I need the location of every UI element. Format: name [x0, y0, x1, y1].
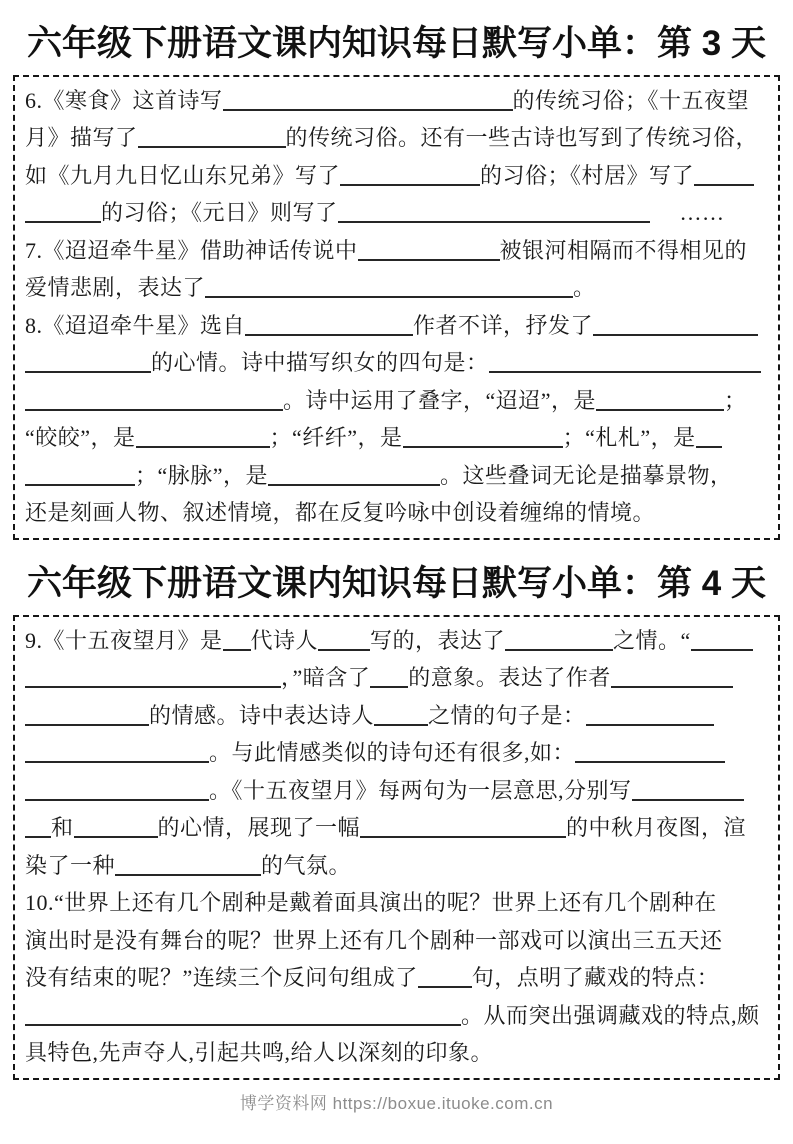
worksheet-line: [25, 307, 768, 345]
line-text: 之情。“: [613, 627, 691, 653]
blank-field: [575, 757, 725, 763]
blank-field: [358, 255, 500, 261]
blank-field: [691, 645, 753, 651]
blank-field: [593, 330, 758, 336]
line-text: 。从而突出强调藏戏的特点,颇: [461, 1002, 760, 1028]
blank-field: [418, 982, 472, 988]
line-text: 没有结束的呢？”连续三个反问句组成了: [25, 965, 418, 991]
line-text: 6.《寒食》这首诗写: [25, 87, 223, 113]
line-text: 。与此情感类似的诗句还有很多,如：: [209, 740, 576, 766]
blank-field: [136, 442, 270, 448]
blank-field: [223, 105, 513, 111]
blank-field: [25, 757, 209, 763]
line-text: ；“脉脉”，是: [135, 462, 269, 488]
line-text: 8.《迢迢牵牛星》选自: [25, 312, 246, 338]
blank-field: [25, 217, 101, 223]
line-text: 之情的句子是：: [428, 702, 586, 728]
line-text: 7.《迢迢牵牛星》借助神话传说中: [25, 237, 358, 263]
blank-field: [25, 480, 135, 486]
section-title-day4: 六年级下册语文课内知识每日默写小单：第 4 天: [27, 563, 766, 603]
worksheet-line: [25, 697, 768, 735]
worksheet-line: [25, 232, 768, 270]
line-text: 代诗人: [250, 627, 319, 653]
line-text: 的心情，展现了一幅: [157, 815, 361, 841]
worksheet-page: [0, 22, 793, 1114]
line-text: 和: [51, 815, 74, 841]
worksheet-line: [25, 382, 768, 420]
line-text: ……: [679, 200, 725, 226]
blank-field: [25, 1020, 461, 1026]
line-text: 爱情悲剧，表达了: [25, 275, 206, 301]
gap-spacer: [650, 219, 680, 223]
line-text: 10.“世界上还有几个剧种是戴着面具演出的呢？世界上还有几个剧种在: [25, 890, 717, 916]
worksheet-line: [25, 419, 768, 457]
blank-field: [586, 720, 714, 726]
line-text: 的情感。诗中表达诗人: [149, 702, 375, 728]
blank-field: [25, 720, 149, 726]
line-text: 的心情。诗中描写织女的四句是：: [151, 350, 489, 376]
line-text: 写的，表达了: [370, 627, 506, 653]
line-text: 。: [573, 275, 596, 301]
blank-field: [25, 832, 51, 838]
blank-field: [245, 330, 413, 336]
blank-field: [360, 832, 566, 838]
blank-field: [138, 142, 286, 148]
line-text: ；: [724, 387, 747, 413]
blank-field: [223, 645, 251, 651]
line-text: 具特色,先声夺人,引起共鸣,给人以深刻的印象。: [25, 1040, 494, 1066]
worksheet-line: [25, 997, 768, 1035]
blank-field: [596, 405, 724, 411]
worksheet-line: [25, 809, 768, 847]
worksheet-box-day4: [13, 615, 780, 1080]
line-text: ；“札札”，是: [562, 425, 696, 451]
blank-field: [25, 367, 151, 373]
blank-field: [370, 682, 408, 688]
blank-field: [318, 645, 370, 651]
line-text: 的习俗；《村居》写了: [480, 162, 695, 188]
worksheet-line: [25, 922, 768, 960]
worksheet-line: [25, 82, 768, 120]
line-text: 的气氛。: [261, 852, 352, 878]
worksheet-line: [25, 622, 768, 660]
blank-field: [403, 442, 563, 448]
line-text: 。诗中运用了叠字，“迢迢”，是: [283, 387, 597, 413]
worksheet-line: [25, 659, 768, 697]
blank-field: [694, 180, 754, 186]
worksheet-line: [25, 1034, 768, 1072]
worksheet-line: [25, 734, 768, 772]
worksheet-line: [25, 494, 768, 532]
worksheet-line: [25, 884, 768, 922]
line-text: 还是刻画人物、叙述情境，都在反复吟咏中创设着缠绵的情境。: [25, 500, 656, 526]
worksheet-line: [25, 772, 768, 810]
line-text: 的意象。表达了作者: [408, 665, 611, 691]
blank-field: [25, 682, 281, 688]
line-text: 的传统习俗。还有一些古诗也写到了传统习俗，: [285, 125, 759, 151]
worksheet-line: [25, 457, 768, 495]
blank-field: [74, 832, 158, 838]
line-text: “皎皎”，是: [25, 425, 136, 451]
line-text: 句，点明了藏戏的特点：: [471, 965, 720, 991]
line-text: 。《十五夜望月》每两句为一层意思,分别写: [209, 777, 632, 803]
line-text: 如《九月九日忆山东兄弟》写了: [25, 162, 341, 188]
line-text: 作者不详，抒发了: [413, 312, 594, 338]
line-text: 9.《十五夜望月》是: [25, 627, 223, 653]
blank-field: [632, 795, 744, 801]
blank-field: [489, 367, 761, 373]
blank-field: [505, 645, 613, 651]
section-title-day3: 六年级下册语文课内知识每日默写小单：第 3 天: [27, 24, 766, 63]
worksheet-line: [25, 194, 768, 232]
line-text: 演出时是没有舞台的呢？世界上还有几个剧种一部戏可以演出三五天还: [25, 927, 723, 953]
worksheet-line: [25, 269, 768, 307]
line-text: 染了一种: [25, 852, 116, 878]
line-text: 被银河相隔而不得相见的: [499, 237, 748, 263]
line-text: 的传统习俗；《十五夜望: [512, 87, 750, 113]
worksheet-line: [25, 847, 768, 885]
blank-field: [611, 682, 733, 688]
blank-field: [115, 870, 261, 876]
blank-field: [25, 405, 283, 411]
blank-field: [338, 217, 650, 223]
blank-field: [696, 442, 722, 448]
line-text: 。这些叠词无论是描摹景物，: [440, 462, 733, 488]
worksheet-line: [25, 959, 768, 997]
worksheet-box-day3: [13, 75, 780, 540]
blank-field: [25, 795, 209, 801]
blank-field: [205, 292, 573, 298]
blank-field: [268, 480, 440, 486]
blank-field: [340, 180, 480, 186]
line-text: 的中秋月夜图，渲: [566, 815, 747, 841]
worksheet-line: [25, 119, 768, 157]
line-text: ，”暗含了: [281, 665, 371, 691]
line-text: 月》描写了: [25, 125, 138, 151]
footer-credit: 博学资料网 https://boxue.ituoke.com.cn: [239, 1093, 554, 1113]
worksheet-line: [25, 344, 768, 382]
worksheet-line: [25, 157, 768, 195]
line-text: ；“纤纤”，是: [269, 425, 403, 451]
line-text: 的习俗；《元日》则写了: [101, 200, 338, 226]
blank-field: [374, 720, 428, 726]
